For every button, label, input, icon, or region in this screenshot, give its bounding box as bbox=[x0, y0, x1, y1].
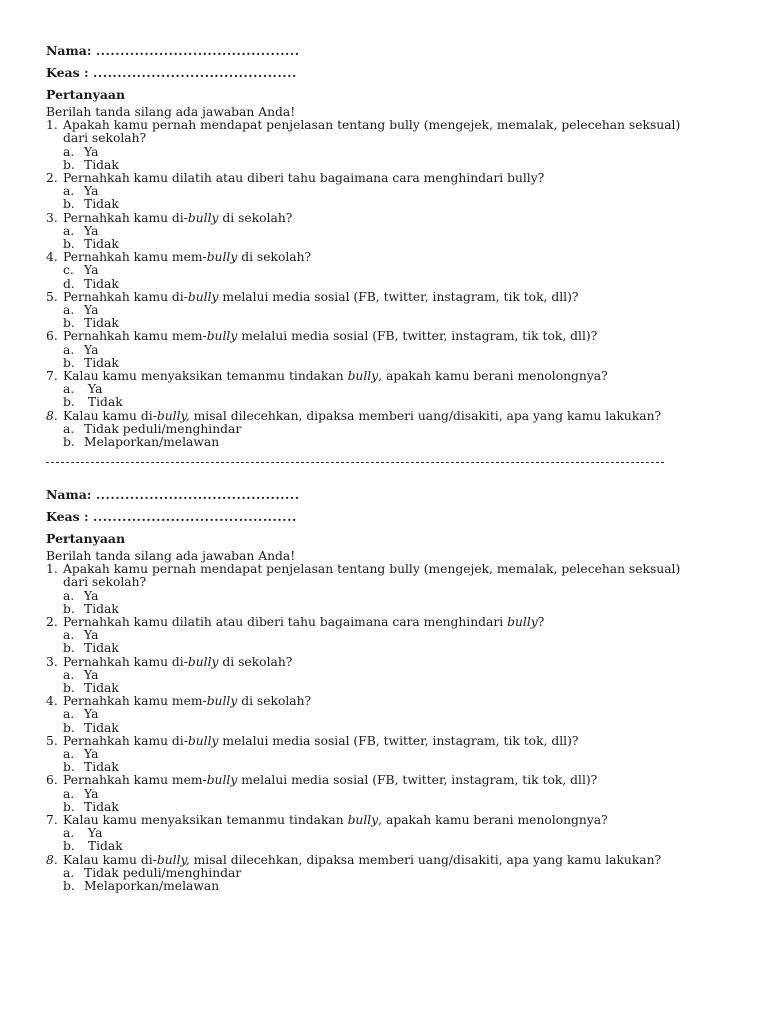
question-text-part: , apakah kamu berani menolongnya? bbox=[378, 369, 608, 384]
option-letter: b. bbox=[63, 197, 75, 212]
option-letter: b. bbox=[63, 681, 75, 696]
option-letter: b. bbox=[63, 237, 75, 252]
question-item bbox=[46, 330, 686, 343]
question-text-italic: bully, bbox=[156, 852, 190, 867]
option-letter: d. bbox=[63, 276, 75, 291]
question-text-part: Kalau kamu menyaksikan temanmu tindakan bbox=[63, 369, 348, 384]
option-text: Ya bbox=[84, 826, 103, 841]
question-text bbox=[63, 813, 608, 827]
option-text: Ya bbox=[84, 628, 99, 643]
question-text-part: Pernahkah kamu mem- bbox=[63, 250, 207, 265]
option-text: Tidak bbox=[84, 395, 123, 410]
option-letter: b. bbox=[63, 435, 75, 450]
question-text-part: melalui media sosial (FB, twitter, instagram, tik tok, dll)? bbox=[218, 733, 579, 748]
question-text-italic: bully bbox=[206, 329, 238, 344]
question-text-part: Pernahkah kamu mem- bbox=[63, 329, 207, 344]
question-text bbox=[63, 615, 544, 629]
question-text-italic: bully, bbox=[156, 408, 190, 423]
question-number: 4. bbox=[46, 250, 58, 265]
option-letter: a. bbox=[63, 421, 75, 436]
option-text: Tidak peduli/menghindar bbox=[84, 421, 242, 436]
question-text-part: Pernahkah kamu di- bbox=[63, 654, 188, 669]
option-text: Tidak bbox=[84, 157, 119, 172]
option-letter: a. bbox=[63, 303, 75, 318]
question-text-part: Pernahkah kamu dilatih atau diberi tahu bagaimana cara menghindari bbox=[63, 615, 508, 630]
question-item bbox=[46, 563, 686, 589]
answer-option[interactable] bbox=[46, 629, 686, 642]
question-text-part: di sekolah? bbox=[237, 694, 312, 709]
question-text-part: Pernahkah kamu di- bbox=[63, 733, 188, 748]
option-letter: a. bbox=[63, 588, 75, 603]
option-letter: b. bbox=[63, 157, 75, 172]
option-text: Melaporkan/melawan bbox=[84, 879, 220, 894]
option-letter: b. bbox=[63, 641, 75, 656]
name-label: Nama: bbox=[46, 487, 92, 502]
option-text: Tidak bbox=[84, 276, 119, 291]
question-text-part: Pernahkah kamu mem- bbox=[63, 773, 207, 788]
answer-option[interactable] bbox=[46, 590, 686, 603]
option-text: Ya bbox=[84, 303, 99, 318]
answer-option[interactable] bbox=[46, 304, 686, 317]
question-text-part: ? bbox=[537, 615, 545, 630]
option-text: Ya bbox=[84, 223, 99, 238]
question-text-part: , apakah kamu berani menolongnya? bbox=[378, 813, 608, 828]
option-text: Ya bbox=[84, 184, 99, 199]
question-text bbox=[63, 853, 661, 867]
question-text-italic: bully bbox=[206, 694, 238, 709]
name-blank[interactable]: .......................................... bbox=[95, 43, 300, 58]
question-text-italic: bully bbox=[187, 210, 219, 225]
question-text-part: Apakah kamu pernah mendapat penjelasan tentang bully (mengejek, memalak, pelecehan seksual) dari sekolah? bbox=[63, 562, 681, 590]
option-letter: a. bbox=[63, 382, 75, 397]
questionnaire-sheet-1 bbox=[46, 40, 686, 449]
question-item bbox=[46, 212, 686, 225]
option-text: Tidak bbox=[84, 799, 119, 814]
answer-option[interactable] bbox=[46, 880, 686, 893]
question-text bbox=[63, 562, 680, 589]
option-letter: a. bbox=[63, 786, 75, 801]
option-letter: b. bbox=[63, 839, 75, 854]
question-text-part: Pernahkah kamu dilatih atau diberi tahu bagaimana cara menghindari bully? bbox=[63, 171, 545, 186]
question-text-italic: bully bbox=[187, 289, 219, 304]
class-label: Keas : bbox=[46, 65, 89, 80]
option-text: Tidak bbox=[84, 641, 119, 656]
question-text bbox=[63, 694, 311, 708]
question-number: 8. bbox=[46, 852, 58, 867]
option-letter: b. bbox=[63, 879, 75, 894]
option-text: Tidak bbox=[84, 760, 119, 775]
question-number: 5. bbox=[46, 289, 58, 304]
answer-option[interactable] bbox=[46, 708, 686, 721]
question-number: 6. bbox=[46, 329, 58, 344]
question-text-part: Kalau kamu di- bbox=[63, 408, 157, 423]
question-number: 2. bbox=[46, 171, 58, 186]
question-text-part: Pernahkah kamu di- bbox=[63, 210, 188, 225]
name-label: Nama: bbox=[46, 43, 92, 58]
question-item bbox=[46, 119, 686, 145]
option-text: Tidak bbox=[84, 316, 119, 331]
question-item bbox=[46, 172, 686, 185]
question-text bbox=[63, 773, 597, 787]
question-text-italic: bully bbox=[347, 369, 379, 384]
option-text: Tidak bbox=[84, 197, 119, 212]
answer-option[interactable] bbox=[46, 383, 686, 396]
instruction-text: Berilah tanda silang ada jawaban Anda! bbox=[46, 549, 296, 563]
question-number: 1. bbox=[46, 562, 58, 577]
answer-option[interactable] bbox=[46, 788, 686, 801]
option-text: Ya bbox=[84, 786, 99, 801]
instruction-text: Berilah tanda silang ada jawaban Anda! bbox=[46, 105, 296, 119]
question-text bbox=[63, 211, 292, 225]
option-text: Ya bbox=[84, 144, 99, 159]
option-text: Tidak bbox=[84, 839, 123, 854]
question-item bbox=[46, 656, 686, 669]
option-letter: a. bbox=[63, 223, 75, 238]
option-letter: a. bbox=[63, 747, 75, 762]
section-heading: Pertanyaan bbox=[46, 87, 126, 102]
option-letter: a. bbox=[63, 707, 75, 722]
question-text bbox=[63, 329, 597, 343]
class-label: Keas : bbox=[46, 509, 89, 524]
class-field[interactable] bbox=[46, 506, 686, 528]
class-blank[interactable]: .......................................... bbox=[93, 65, 297, 80]
question-text-part: melalui media sosial (FB, twitter, instagram, tik tok, dll)? bbox=[218, 289, 579, 304]
option-letter: b. bbox=[63, 760, 75, 775]
question-text bbox=[63, 171, 544, 185]
option-letter: c. bbox=[63, 263, 74, 278]
question-item bbox=[46, 695, 686, 708]
option-letter: a. bbox=[63, 826, 75, 841]
question-number: 6. bbox=[46, 773, 58, 788]
option-letter: a. bbox=[63, 865, 75, 880]
answer-option[interactable] bbox=[46, 344, 686, 357]
option-text: Tidak bbox=[84, 681, 119, 696]
answer-option[interactable] bbox=[46, 669, 686, 682]
question-number: 2. bbox=[46, 615, 58, 630]
question-text-part: misal dilecehkan, dipaksa memberi uang/disakiti, apa yang kamu lakukan? bbox=[189, 408, 662, 423]
name-field[interactable] bbox=[46, 484, 686, 506]
option-letter: b. bbox=[63, 799, 75, 814]
option-letter: a. bbox=[63, 628, 75, 643]
question-number: 7. bbox=[46, 369, 58, 384]
class-blank[interactable]: .......................................... bbox=[93, 509, 297, 524]
question-text-part: Pernahkah kamu di- bbox=[63, 289, 188, 304]
option-text: Tidak bbox=[84, 720, 119, 735]
question-text-part: Kalau kamu di- bbox=[63, 852, 157, 867]
question-text-part: di sekolah? bbox=[218, 210, 293, 225]
question-item bbox=[46, 370, 686, 383]
question-text bbox=[63, 118, 680, 145]
question-number: 8. bbox=[46, 408, 58, 423]
questionnaire-sheet-2 bbox=[46, 484, 686, 893]
option-text: Tidak bbox=[84, 237, 119, 252]
question-text-italic: bully bbox=[206, 250, 238, 265]
option-text: Ya bbox=[84, 382, 103, 397]
question-text-italic: bully bbox=[507, 615, 538, 630]
question-text bbox=[63, 734, 578, 748]
question-text-italic: bully bbox=[206, 773, 238, 788]
name-field[interactable] bbox=[46, 40, 686, 62]
question-text bbox=[63, 250, 311, 264]
option-letter: b. bbox=[63, 316, 75, 331]
question-text-part: melalui media sosial (FB, twitter, instagram, tik tok, dll)? bbox=[237, 329, 598, 344]
question-number: 1. bbox=[46, 118, 58, 133]
question-number: 7. bbox=[46, 813, 58, 828]
option-letter: b. bbox=[63, 601, 75, 616]
question-item bbox=[46, 291, 686, 304]
option-text: Ya bbox=[84, 263, 99, 278]
option-letter: b. bbox=[63, 395, 75, 410]
option-letter: a. bbox=[63, 667, 75, 682]
option-text: Ya bbox=[84, 588, 99, 603]
question-text bbox=[63, 409, 661, 423]
answer-option[interactable] bbox=[46, 436, 686, 449]
option-text: Ya bbox=[84, 707, 99, 722]
question-number: 5. bbox=[46, 733, 58, 748]
name-blank[interactable]: .......................................... bbox=[95, 487, 300, 502]
answer-option[interactable] bbox=[46, 225, 686, 238]
question-text-part: melalui media sosial (FB, twitter, instagram, tik tok, dll)? bbox=[237, 773, 598, 788]
section-heading: Pertanyaan bbox=[46, 531, 126, 546]
answer-option[interactable] bbox=[46, 146, 686, 159]
question-text-part: Kalau kamu menyaksikan temanmu tindakan bbox=[63, 813, 348, 828]
question-text-part: Apakah kamu pernah mendapat penjelasan tentang bully (mengejek, memalak, pelecehan seksual) dari sekolah? bbox=[63, 118, 681, 146]
question-number: 4. bbox=[46, 694, 58, 709]
question-text-part: Pernahkah kamu mem- bbox=[63, 694, 207, 709]
option-text: Melaporkan/melawan bbox=[84, 435, 220, 450]
question-text-italic: bully bbox=[347, 813, 379, 828]
question-text-part: di sekolah? bbox=[218, 654, 293, 669]
question-number: 3. bbox=[46, 210, 58, 225]
answer-option[interactable] bbox=[46, 827, 686, 840]
cut-line-divider bbox=[46, 462, 664, 463]
answer-option[interactable] bbox=[46, 185, 686, 198]
option-text: Ya bbox=[84, 342, 99, 357]
question-text-part: di sekolah? bbox=[237, 250, 312, 265]
question-text bbox=[63, 655, 292, 669]
option-text: Tidak bbox=[84, 601, 119, 616]
question-text bbox=[63, 369, 608, 383]
question-text-italic: bully bbox=[187, 733, 219, 748]
question-item bbox=[46, 735, 686, 748]
class-field[interactable] bbox=[46, 62, 686, 84]
option-text: Ya bbox=[84, 667, 99, 682]
option-letter: b. bbox=[63, 355, 75, 370]
option-text: Tidak peduli/menghindar bbox=[84, 865, 242, 880]
question-text-part: misal dilecehkan, dipaksa memberi uang/disakiti, apa yang kamu lakukan? bbox=[189, 852, 662, 867]
question-item bbox=[46, 251, 686, 264]
question-number: 3. bbox=[46, 654, 58, 669]
question-item bbox=[46, 616, 686, 629]
option-letter: a. bbox=[63, 184, 75, 199]
question-item bbox=[46, 814, 686, 827]
answer-option[interactable] bbox=[46, 264, 686, 277]
answer-option[interactable] bbox=[46, 748, 686, 761]
question-text-italic: bully bbox=[187, 654, 219, 669]
option-letter: a. bbox=[63, 342, 75, 357]
option-text: Ya bbox=[84, 747, 99, 762]
question-text bbox=[63, 290, 578, 304]
option-letter: a. bbox=[63, 144, 75, 159]
option-letter: b. bbox=[63, 720, 75, 735]
option-text: Tidak bbox=[84, 355, 119, 370]
question-item bbox=[46, 774, 686, 787]
